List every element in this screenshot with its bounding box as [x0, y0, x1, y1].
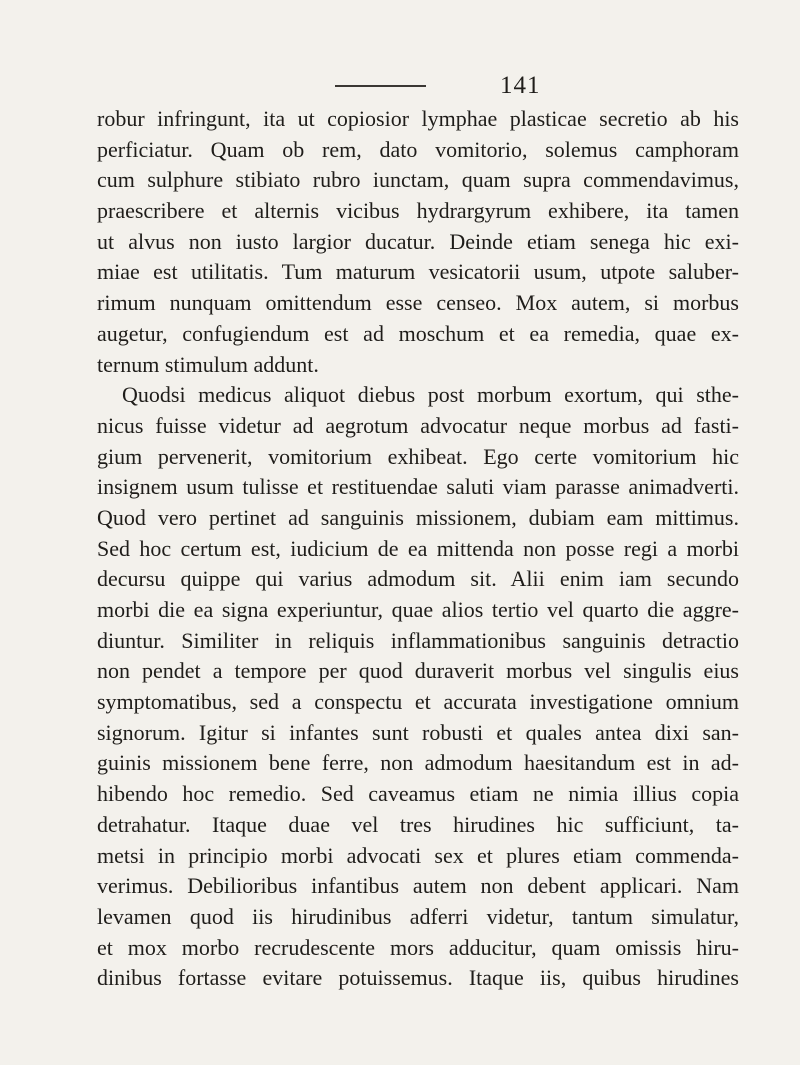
text-line: guinis missionem bene ferre, non admodum haesitandum est in ad-: [97, 750, 739, 776]
text-line: hibendo hoc remedio. Sed caveamus etiam ne nimia illius copia: [97, 781, 739, 807]
paragraph-end-line: ternum stimulum addunt.: [97, 351, 319, 377]
text-line: perficiatur. Quam ob rem, dato vomitorio, solemus camphoram: [97, 136, 739, 162]
text-line: robur infringunt, ita ut copiosior lymphae plasticae secretio ab his: [97, 106, 739, 131]
text-line: morbi die ea signa experiuntur, quae alios tertio vel quarto die aggre-: [97, 597, 739, 622]
text-line: detrahatur. Itaque duae vel tres hirudines hic sufficiunt, ta-: [97, 811, 739, 837]
text-line: verimus. Debilioribus infantibus autem non debent applicari. Nam: [97, 873, 739, 899]
text-line: augetur, confugiendum est ad moschum et ea remedia, quae ex-: [97, 320, 739, 346]
text-line: cum sulphure stibiato rubro iunctam, quam supra commendavimus,: [97, 167, 739, 193]
text-line: dinibus fortasse evitare potuissemus. Itaque iis, quibus hirudines: [97, 965, 739, 991]
header-rule: [335, 85, 426, 87]
text-line: signorum. Igitur si infantes sunt robusti et quales antea dixi san-: [97, 719, 739, 745]
text-line: nicus fuisse videtur ad aegrotum advocatur neque morbus ad fasti-: [97, 412, 739, 438]
text-line: gium pervenerit, vomitorium exhibeat. Ego certe vomitorium hic: [97, 443, 739, 469]
text-line: insignem usum tulisse et restituendae saluti viam parasse animadverti.: [97, 474, 739, 500]
text-line: rimum nunquam omittendum esse censeo. Mox autem, si morbus: [97, 290, 739, 316]
text-line: Quod vero pertinet ad sanguinis missionem, dubiam eam mittimus.: [97, 504, 739, 530]
text-line: diuntur. Similiter in reliquis inflammationibus sanguinis detractio: [97, 627, 739, 653]
text-line: ut alvus non iusto largior ducatur. Deinde etiam senega hic exi-: [97, 228, 739, 254]
text-line: symptomatibus, sed a conspectu et accurata investigatione omnium: [97, 689, 739, 715]
text-line: Sed hoc certum est, iudicium de ea mittenda non posse regi a morbi: [97, 535, 739, 561]
text-line: et mox morbo recrudescente mors adducitur, quam omissis hiru-: [97, 934, 739, 960]
paragraph-start-line: Quodsi medicus aliquot diebus post morbum exortum, qui sthe-: [122, 382, 739, 408]
text-line: decursu quippe qui varius admodum sit. Alii enim iam secundo: [97, 566, 739, 592]
text-line: metsi in principio morbi advocati sex et plures etiam commenda-: [97, 842, 739, 868]
text-line: miae est utilitatis. Tum maturum vesicatorii usum, utpote saluber-: [97, 259, 739, 285]
text-line: levamen quod iis hirudinibus adferri videtur, tantum simulatur,: [97, 903, 739, 929]
text-line: praescribere et alternis vicibus hydrargyrum exhibere, ita tamen: [97, 198, 739, 224]
text-line: non pendet a tempore per quod duraverit morbus vel singulis eius: [97, 658, 739, 684]
page-number: 141: [500, 72, 541, 99]
body-text: [97, 104, 739, 994]
